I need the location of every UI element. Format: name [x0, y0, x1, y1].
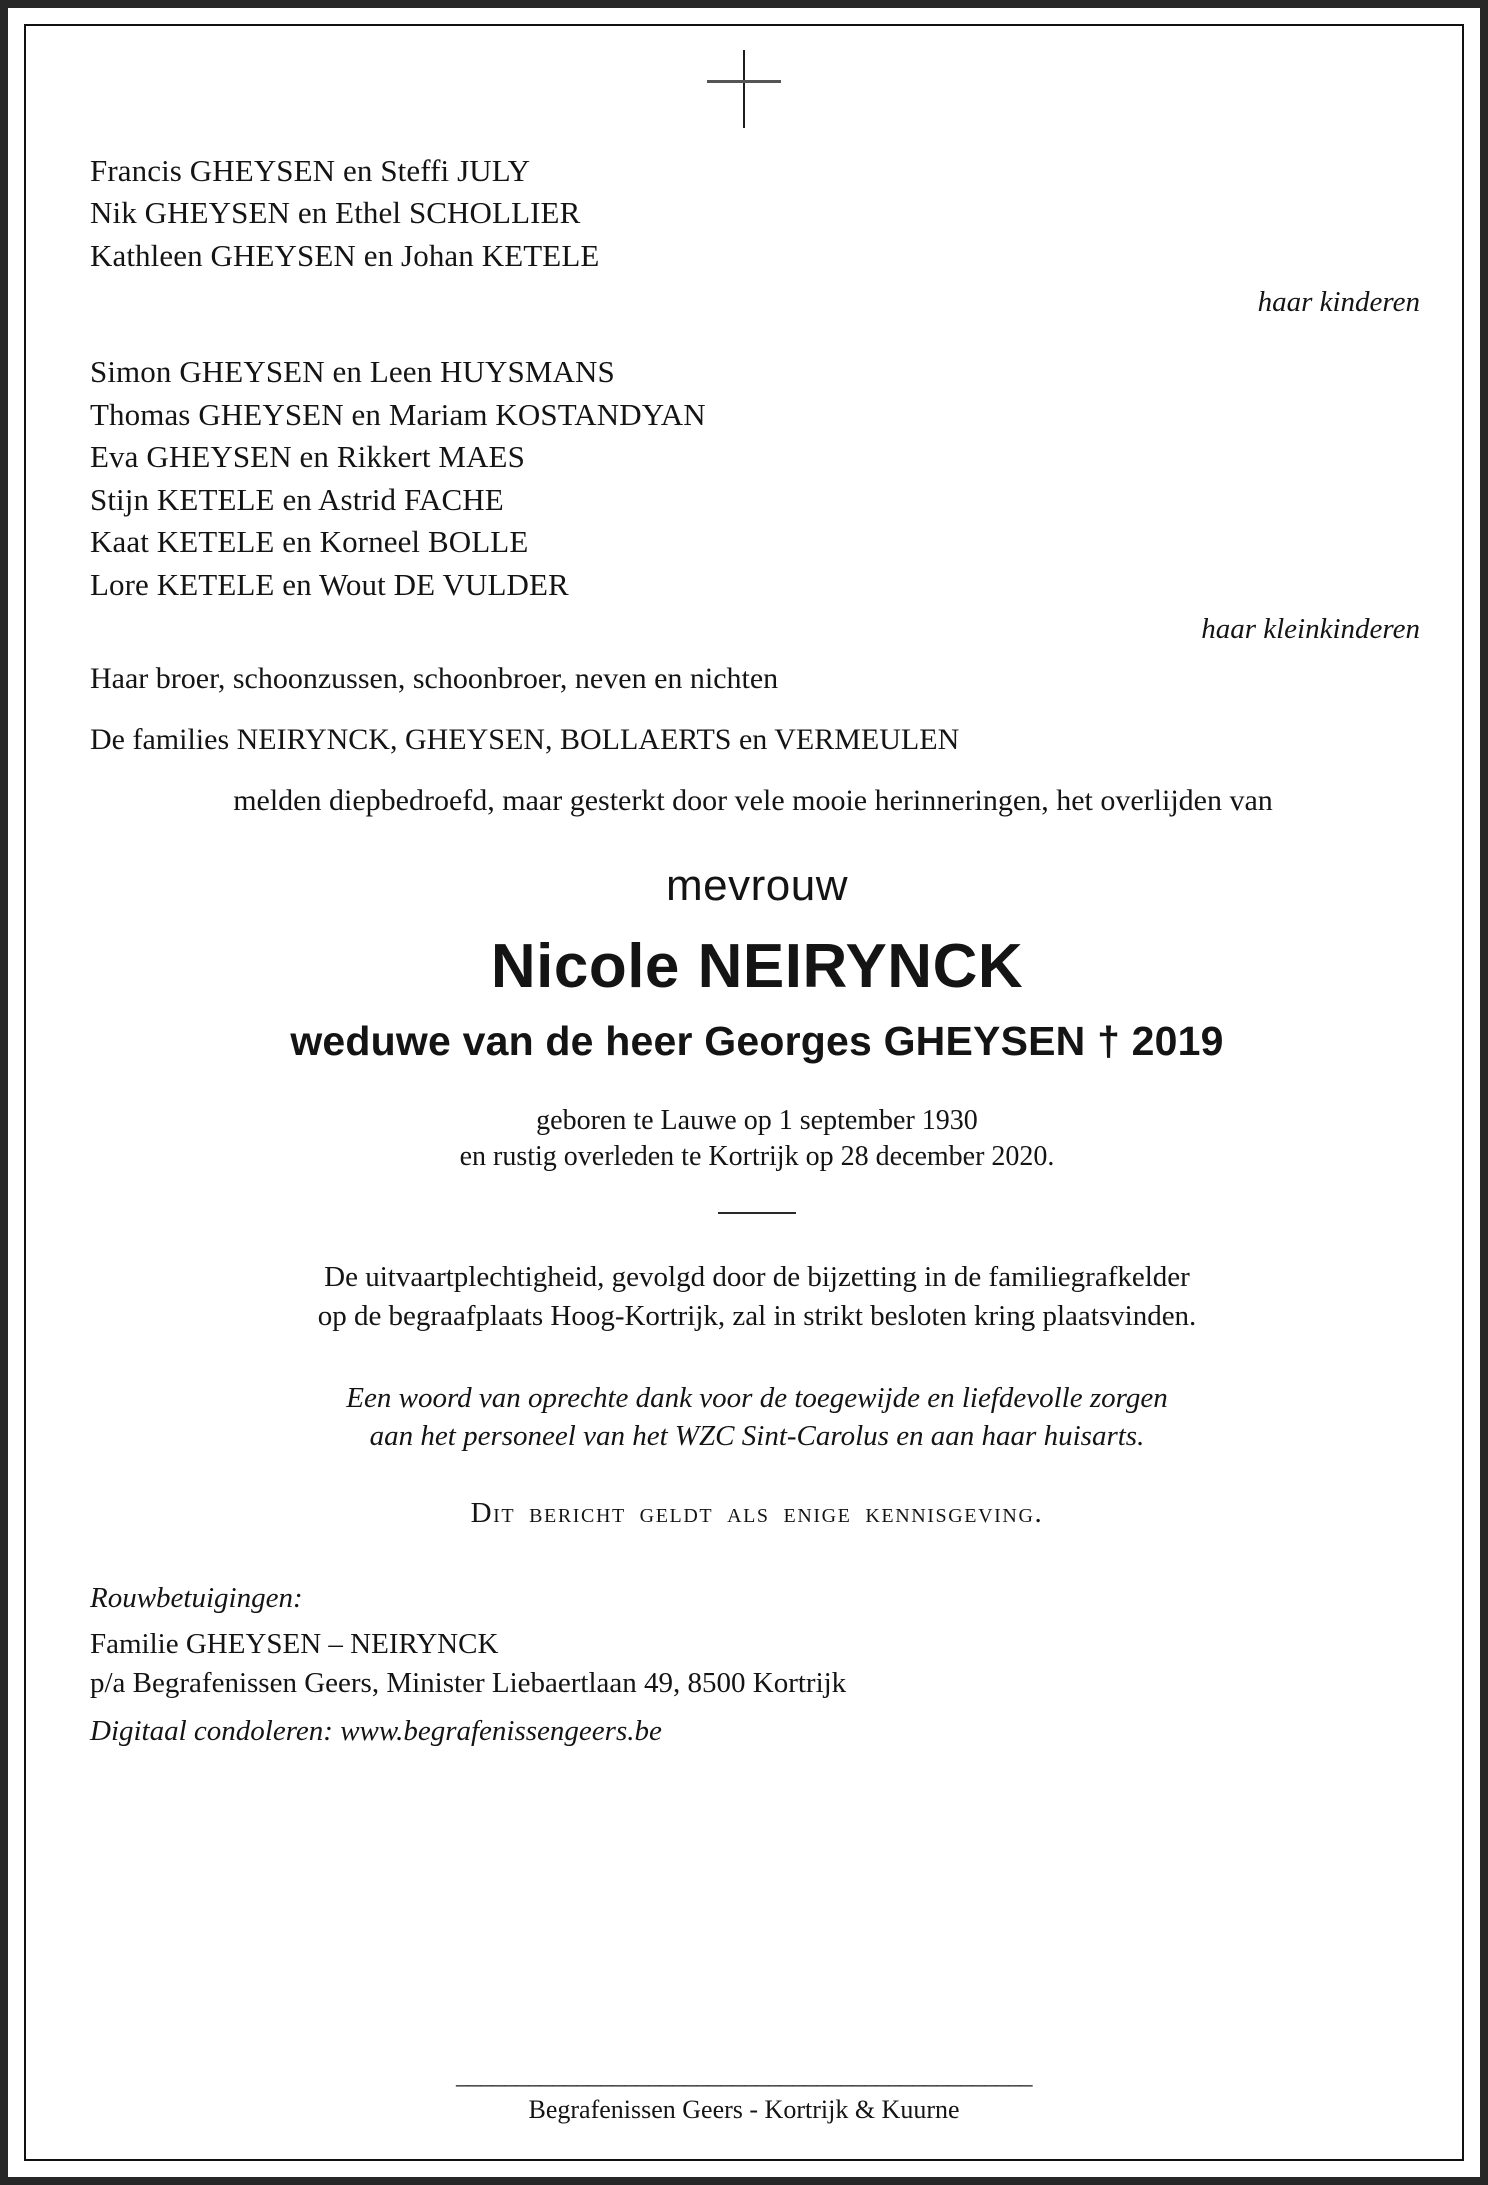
funeral-home-name: Begrafenissen Geers - Kortrijk & Kuurne — [528, 2095, 960, 2124]
card-inner-frame — [24, 24, 1464, 2161]
spacer — [90, 319, 1424, 355]
child-line: Francis GHEYSEN en Steffi JULY — [90, 153, 531, 188]
digital-condolences[interactable]: Digitaal condoleren: www.begrafenissengeers.be — [90, 1715, 662, 1748]
thanks-line: aan het personeel van het WZC Sint-Carolus en aan haar huisarts. — [369, 1420, 1145, 1453]
sole-notice-line: Dit bericht geldt als enige kennisgeving. — [470, 1497, 1044, 1530]
ceremony-line: op de begraafplaats Hoog-Kortrijk, zal in strikt besloten kring plaatsvinden. — [317, 1299, 1197, 1332]
thanks-line: Een woord van oprechte dank voor de toegewijde en liefdevolle zorgen — [346, 1381, 1168, 1414]
footer-rule: ________________________________________________ — [456, 2065, 1032, 2087]
spacer — [90, 695, 1424, 723]
cross-horizontal-bar — [707, 80, 781, 83]
grandchild-line: Eva GHEYSEN en Rikkert MAES — [90, 439, 525, 475]
siblings-line: Haar broer, schoonzussen, schoonbroer, neven en nichten — [90, 662, 779, 696]
spacer — [90, 756, 1424, 784]
card-content — [26, 154, 1462, 1748]
honorific: mevrouw — [666, 860, 848, 910]
announcement-intro: melden diepbedroefd, maar gesterkt door vele mooie herinneringen, het overlijden van — [233, 784, 1273, 818]
grandchildren-relation-label: haar kleinkinderen — [1201, 613, 1420, 646]
birth-line: geboren te Lauwe op 1 september 1930 — [536, 1104, 978, 1136]
deceased-name: Nicole NEIRYNCK — [490, 931, 1024, 1001]
death-line: en rustig overleden te Kortrijk op 28 december 2020. — [459, 1140, 1055, 1172]
grandchild-line: Thomas GHEYSEN en Mariam KOSTANDYAN — [90, 396, 706, 432]
spacer — [90, 1002, 1424, 1018]
spacer — [90, 911, 1424, 931]
spacer — [90, 1214, 1424, 1258]
cross-container — [26, 50, 1462, 128]
card-sheet — [26, 26, 1462, 2159]
separator-rule — [718, 1212, 796, 1214]
grandchild-line: Stijn KETELE en Astrid FACHE — [90, 481, 504, 517]
spouse-line: weduwe van de heer Georges GHEYSEN † 2019 — [290, 1017, 1224, 1064]
ceremony-line: De uitvaartplechtigheid, gevolgd door de bijzetting in de familiegrafkelder — [324, 1261, 1190, 1294]
children-relation-label: haar kinderen — [1257, 286, 1420, 319]
children-group — [90, 154, 1424, 272]
families-line: De families NEIRYNCK, GHEYSEN, BOLLAERTS en VERMEULEN — [90, 723, 960, 757]
card-footer — [26, 2065, 1462, 2125]
cross-vertical-bar — [743, 50, 745, 128]
grandchild-line: Simon GHEYSEN en Leen HUYSMANS — [90, 354, 615, 390]
grandchildren-group — [90, 355, 1424, 601]
child-line: Nik GHEYSEN en Ethel SCHOLLIER — [90, 195, 581, 231]
spacer — [90, 646, 1424, 662]
latin-cross-icon — [706, 50, 782, 128]
condolences-family: Familie GHEYSEN – NEIRYNCK — [90, 1628, 499, 1661]
condolences-label: Rouwbetuigingen: — [90, 1582, 303, 1615]
card-outer-frame — [8, 8, 1480, 2177]
spacer — [90, 1174, 1424, 1212]
grandchild-line: Kaat KETELE en Korneel BOLLE — [90, 524, 529, 560]
grandchild-line: Lore KETELE en Wout DE VULDER — [90, 566, 569, 602]
spacer — [90, 1065, 1424, 1103]
spacer — [90, 819, 1424, 861]
spacer — [90, 1335, 1424, 1379]
spacer — [90, 1530, 1424, 1582]
spacer — [90, 1455, 1424, 1497]
child-line: Kathleen GHEYSEN en Johan KETELE — [90, 237, 600, 273]
condolences-address: p/a Begrafenissen Geers, Minister Liebaertlaan 49, 8500 Kortrijk — [90, 1666, 847, 1699]
